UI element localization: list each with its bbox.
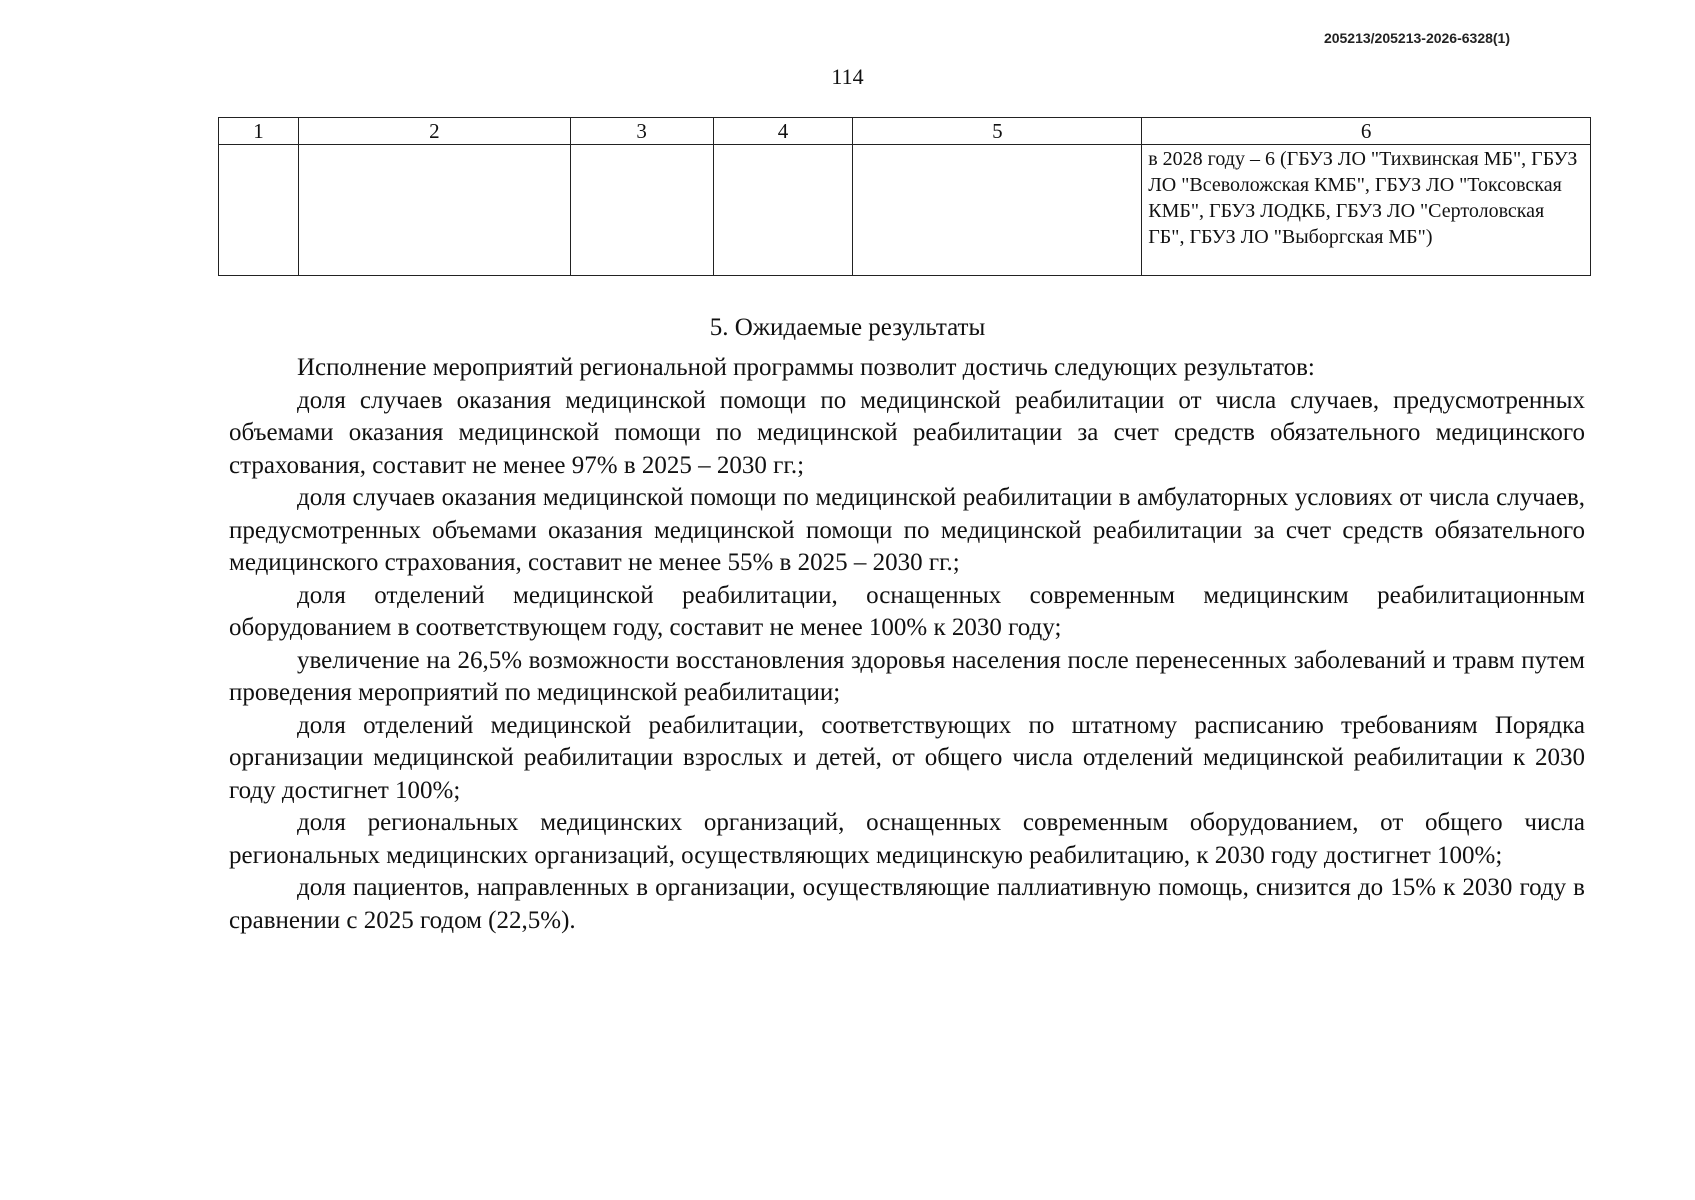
table-header-cell: 6 <box>1142 118 1591 145</box>
table-header-cell: 4 <box>713 118 853 145</box>
paragraph-result: увеличение на 26,5% возможности восстановления здоровья населения после перенесенных заболеваний и травм путем проведения мероприятий по медицинской реабилитации; <box>229 646 1585 706</box>
page-number: 114 <box>831 64 864 89</box>
table-header-cell: 5 <box>853 118 1142 145</box>
table-cell-institutions <box>1142 145 1591 276</box>
paragraph-result: доля региональных медицинских организаций, оснащенных современным оборудованием, от общего числа региональных медицинских организаций, осуществляющих медицинскую реабилитацию, к 2030 году достигнет 100%; <box>229 809 1585 869</box>
paragraph-result: доля отделений медицинской реабилитации, соответствующих по штатному расписанию требованиям Порядка организации медицинской реабилитации взрослых и детей, от общего числа отделений медицинской реабилитации к 2030 году достигнет 100%; <box>229 711 1585 804</box>
table-cell <box>570 145 713 276</box>
paragraph-result: доля отделений медицинской реабилитации, оснащенных современным медицинским реабилитационным оборудованием в соответствующем году, составит не менее 100% к 2030 году; <box>229 581 1585 641</box>
table-cell <box>298 145 570 276</box>
table-header-cell: 3 <box>570 118 713 145</box>
paragraph-result: доля пациентов, направленных в организации, осуществляющие паллиативную помощь, снизится до 15% к 2030 году в сравнении с 2025 годом (22,5%). <box>229 874 1585 934</box>
table-row <box>219 145 1591 276</box>
paragraph-result: доля случаев оказания медицинской помощи по медицинской реабилитации от числа случаев, предусмотренных объемами оказания медицинской помощи по медицинской реабилитации за счет средств обязательного медицинского страхования, составит не менее 97% в 2025 – 2030 гг.; <box>229 386 1585 479</box>
continuation-table <box>218 117 1591 276</box>
table-header-cell: 1 <box>219 118 299 145</box>
section-body <box>229 352 1585 937</box>
paragraph-result: доля случаев оказания медицинской помощи по медицинской реабилитации в амбулаторных условиях от числа случаев, предусмотренных объемами оказания медицинской помощи по медицинской реабилитации за счет средств обязательного медицинского страхования, составит не менее 55% в 2025 – 2030 гг.; <box>229 484 1585 576</box>
section-title: 5. Ожидаемые результаты <box>709 314 986 341</box>
table-header-row <box>219 118 1591 145</box>
document-registration-number: 205213/205213-2026-6328(1) <box>1323 30 1510 46</box>
institutions-text: в 2028 году – 6 (ГБУЗ ЛО "Тихвинская МБ", ГБУЗ ЛО "Всеволожская КМБ", ГБУЗ ЛО "Токсовская КМБ", ГБУЗ ЛОДКБ, ГБУЗ ЛО "Сертоловская ГБ", ГБУЗ ЛО "Выборгская МБ") <box>1148 148 1578 248</box>
table-header-cell: 2 <box>298 118 570 145</box>
table-cell <box>219 145 299 276</box>
table-cell <box>713 145 853 276</box>
table-cell <box>853 145 1142 276</box>
paragraph-intro: Исполнение мероприятий региональной программы позволит достичь следующих результатов: <box>297 354 1315 381</box>
